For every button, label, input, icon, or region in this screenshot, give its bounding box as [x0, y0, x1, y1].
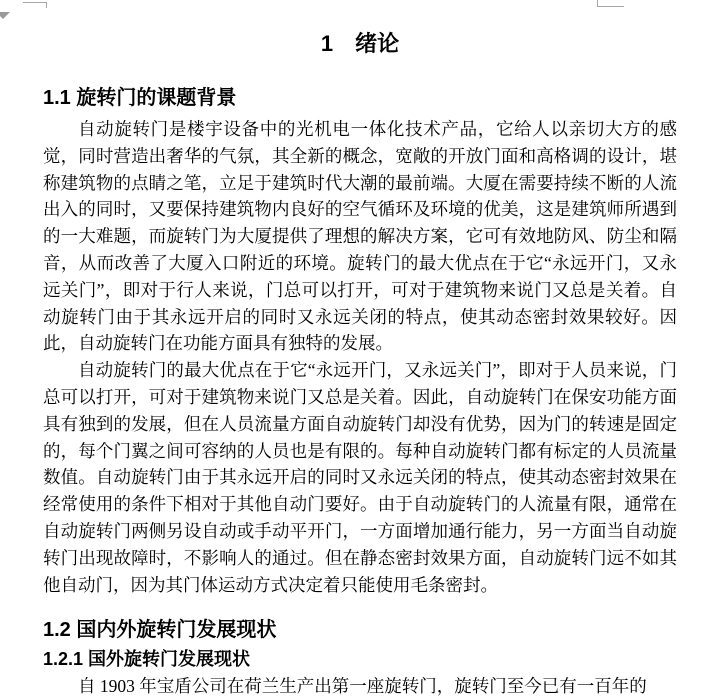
ruler-indent-marker-icon — [0, 12, 10, 19]
section-heading-1-2: 1.2 国内外旋转门发展现状 — [43, 619, 277, 642]
section-heading-1-1: 1.1 旋转门的课题背景 — [43, 87, 237, 109]
paragraph-background-1: 自动旋转门是楼宇设备中的光机电一体化技术产品，它给人以亲切大方的感觉，同时营造出奢华的气氛，其全新的概念，宽敞的开放门面和高格调的设计，堪称建筑物的点睛之笔，立足于建筑时代大潮的最前端。大厦在需要持续不断的人流出入的同时，又要保持建筑物内良好的空气循环及环境的优美，这是建筑师所遇到的一大难题，而旋转门为大厦提供了理想的解决方案，它可有效地防风、防尘和隔音，从而改善了大厦入口附近的环境。旋转门的最大优点在于它“永远开门，又永远关门”，即对于行人来说，门总可以打开，可对于建筑物来说门又总是关着。自动旋转门由于其永远开启的同时又永远关闭的特点，使其动态密封效果较好。因此，自动旋转门在功能方面具有独特的发展。 — [43, 119, 677, 354]
subsection-heading-1-2-1: 1.2.1 国外旋转门发展现状 — [43, 649, 251, 670]
paragraph-background-2: 自动旋转门的最大优点在于它“永远开门，又永远关门”，即对于人员来说，门总可以打开，可对于建筑物来说门又总是关着。因此，自动旋转门在保安功能方面具有独到的发展，但在人员流量方面自动旋转门却没有优势，因为门的转速是固定的，每个门翼之间可容纳的人员也是有限的。每种自动旋转门都有标定的人员流量数值。自动旋转门由于其永远开启的同时又永远关闭的特点，使其动态密封效果在经常使用的条件下相对于其他自动门要好。由于自动旋转门的人流量有限，通常在自动旋转门两侧另设自动或手动平开门，一方面增加通行能力，另一方面当自动旋转门出现故障时，不影响人的通过。但在静态密封效果方面，自动旋转门远不如其他自动门，因为其门体运动方式决定着只能使用毛条密封。 — [43, 360, 677, 595]
paragraph-foreign-development: 自 1903 年宝盾公司在荷兰生产出第一座旋转门，旋转门至今已有一百年的 — [78, 676, 647, 697]
document-page — [43, 0, 677, 700]
chapter-title: 1 绪论 — [320, 31, 400, 56]
